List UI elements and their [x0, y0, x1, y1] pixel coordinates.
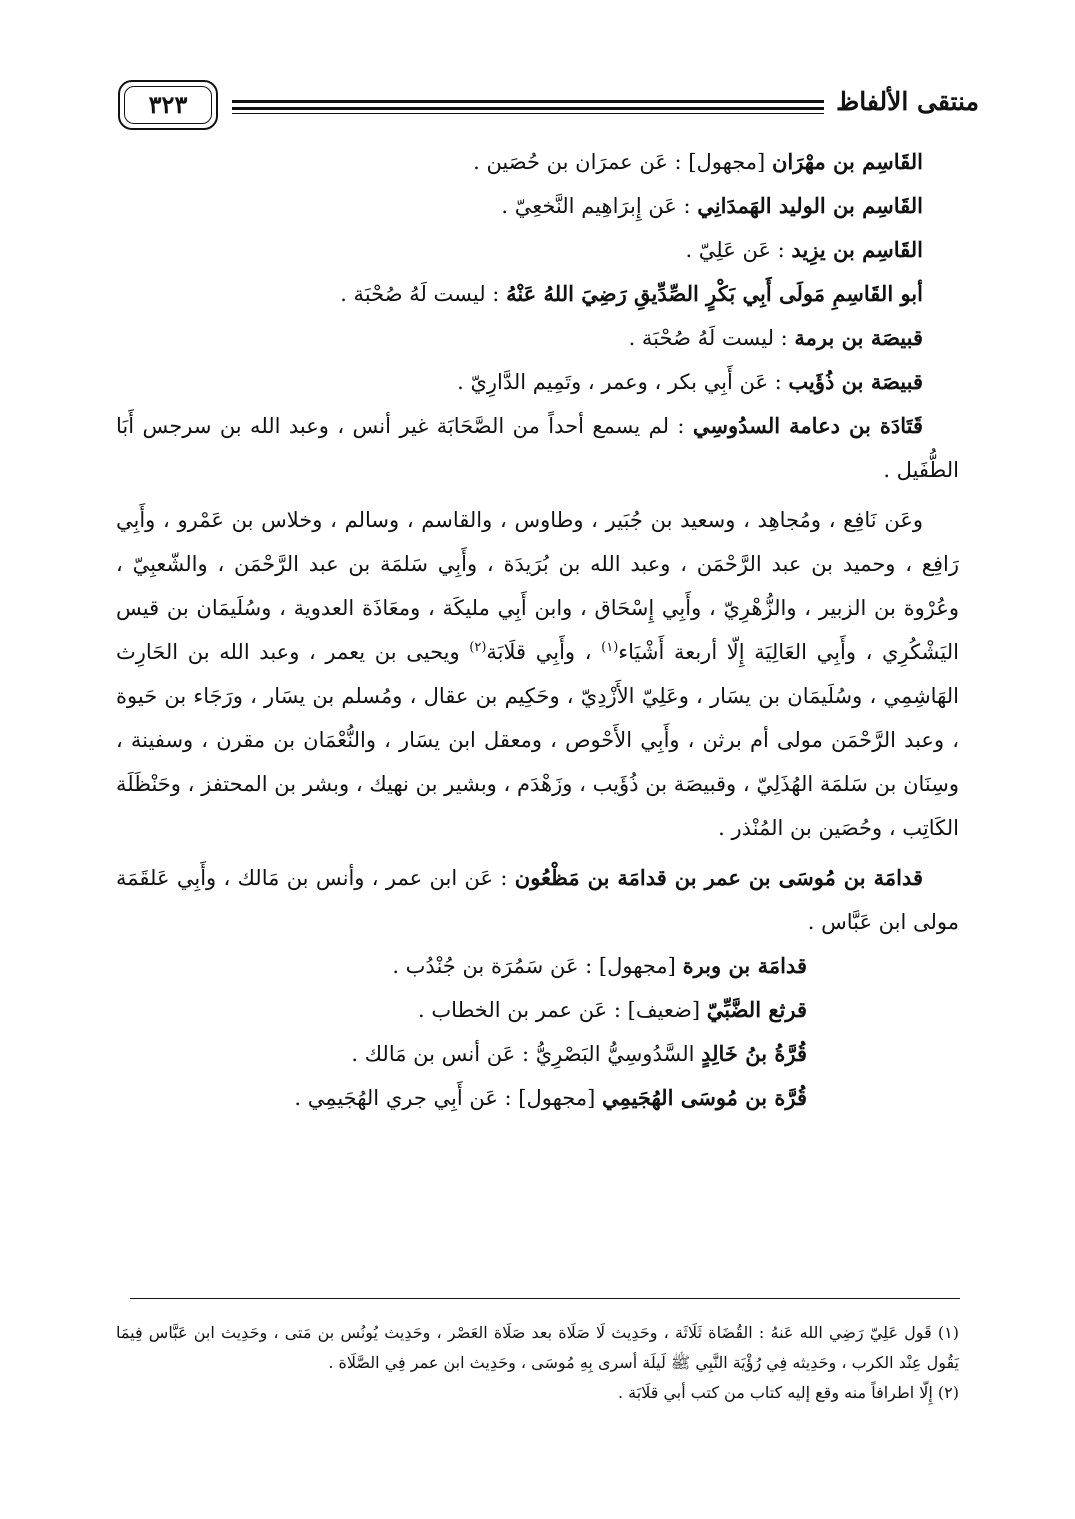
entry-name: قُرَّة بن مُوسَى الهُجَيمِي — [601, 1085, 807, 1110]
entry-name: قُرَّةُ بنُ خَالِدٍ — [701, 1041, 807, 1066]
footnote-number: (٢) — [937, 1383, 959, 1402]
entry-name: أبو القَاسِمِ مَولَى أَبِي بَكْرٍ الصِّدِّيقِ رَضِيَ اللهُ عَنْهُ — [506, 281, 923, 306]
entries-body — [116, 140, 959, 1120]
running-header-title: منتقى الألفاظ — [836, 87, 979, 116]
entry-text: : عَن عَلِيّ . — [685, 238, 792, 262]
page-number-frame — [118, 80, 218, 130]
header-rule — [232, 100, 824, 103]
footnote-number: (١) — [937, 1323, 959, 1342]
entry-name: قدامَة بن وبرة — [682, 953, 807, 978]
entry — [116, 140, 959, 184]
entry — [116, 944, 959, 988]
footnote-ref: (١) — [601, 640, 619, 655]
entry — [116, 316, 959, 360]
entry-name: القَاسِم بن يزِيد — [791, 237, 923, 262]
footnote-ref: (٢) — [469, 640, 487, 655]
footnote-text: قَول عَلِيّ رَضِي الله عَنهُ : القُضَاة ثَلَاثَة ، وحَدِيث لَا صَلَاة بعد صَلَاة العَصْر ، وحَدِيث يُونُس بن مَتى ، وحَدِيث ابن عَبَّاس فِيمَا يَقُول عِنْد الكرب ، وحَدِيثه فِي رُؤْيَة النَّبِي ﷺ لَيلَة أسرى بِهِ مُوسَى ، وحَدِيث ابن عمر فِي الصَّلَاة . — [116, 1323, 959, 1372]
entry-name: قدامَة بن مُوسَى بن عمر بن قدامَة بن مَظْعُون — [514, 865, 923, 890]
entry — [116, 1076, 959, 1120]
entry-text: : لم يسمع أحداً من الصَّحَابَة غير أنس ، وعبد الله بن سرجس أَبَا الطُّفَيل . — [116, 414, 959, 482]
entry — [116, 988, 959, 1032]
entry-text: [ضعيف] : عَن عمر بن الخطاب . — [418, 998, 707, 1022]
entry-qatada — [116, 404, 959, 492]
entry — [116, 184, 959, 228]
entry-text: : عَن أَبِي بكر ، وعمر ، وتَمِيم الدَّارِيّ . — [457, 370, 789, 394]
entry-text: [مجهول] : عَن عمرَان بن حُصَين . — [473, 150, 772, 174]
paragraph-text: ويحيى بن يعمر ، وعبد الله بن الحَارِث الهَاشِمِي ، وسُلَيمَان بن يسَار ، وعَلِيّ الأَزْدِيّ ، وحَكِيم بن عقال ، ومُسلم بن يسَار ، ورَجَاء بن حَيوة ، وعبد الرَّحْمَن مولى أم برثن ، وأَبِي الأَحْوص ، ومعقل ابن يسَار ، والنُّعْمَان بن مقرن ، وسفينة ، وسِنَان بن سَلمَة الهُذَلِيّ ، وقبيصَة بن ذُؤَيب ، وزَهْدَم ، وبشير بن نهيك ، وبشر بن المحتفز ، وحَنْظَلَة الكَاتِب ، وحُصَين بن المُنْذر . — [116, 640, 959, 840]
paragraph-text: ، وأَبِي قلَابَة — [486, 640, 602, 664]
entry-text: : ليست لَهُ صُحْبَة . — [628, 326, 795, 350]
entry — [116, 228, 959, 272]
entry-name: قبيصَة بن برمة — [794, 325, 923, 350]
qatada-teachers-paragraph — [116, 498, 959, 850]
entry-text: السَّدُوسِيُّ البَصْرِيُّ : عَن أنس بن مَالك . — [351, 1042, 702, 1066]
footnote-text: إِلّا اطرافاً منه وقع إليه كتاب من كتب أبي قلَابَة . — [617, 1383, 938, 1402]
page-number: ٣٢٣ — [148, 90, 188, 119]
entry — [116, 1032, 959, 1076]
entry-name: القَاسِم بن مهْرَان — [771, 149, 923, 174]
footnote-separator — [130, 1298, 960, 1299]
footnote — [116, 1378, 959, 1408]
entry-text: : عَن ابن عمر ، وأنس بن مَالك ، وأَبِي عَلقَمَة مولى ابن عَبَّاس . — [116, 866, 959, 934]
entry — [116, 272, 959, 316]
entry-text: : عَن إِبرَاهِيم النَّخعِيّ . — [501, 194, 698, 218]
entry-name: قرثع الضَّبِّيّ — [706, 997, 807, 1022]
entry-name: قبيصَة بن ذُؤَيب — [788, 369, 923, 394]
paragraph-text: وعَن نَافِع ، ومُجاهِد ، وسعيد بن جُبَير ، وطاوس ، والقاسم ، وسالم ، وخلاس بن عَمْرو ، وأَبِي رَافِع ، وحميد بن عبد الرَّحْمَن ، وعبد الله بن بُرَيدَة ، وأَبِي سَلمَة بن عبد الرَّحْمَن ، والشّعبِيّ ، وعُرْوة بن الزبير ، والزُّهْرِيّ ، وأَبِي إِسْحَاق ، وابن أَبِي مليكَة ، ومعَاذَة العدوية ، وسُلَيمَان بن قيس اليَشْكُرِي ، وأَبِي العَالِيَة إِلّا أربعة أَشْيَاء — [116, 508, 959, 664]
header-rule — [232, 113, 824, 114]
footnotes — [116, 1318, 959, 1408]
header-rule — [232, 107, 824, 110]
entry-name: قَتَادَة بن دعامة السدُوسِي — [692, 413, 923, 438]
entry-text: : ليست لَهُ صُحْبَة . — [340, 282, 507, 306]
entry-text: [مجهول] : عَن أَبِي جري الهُجَيمِي . — [294, 1086, 602, 1110]
entry-qudama — [116, 856, 959, 944]
entry-text: [مجهول] : عَن سَمُرَة بن جُنْدُب . — [392, 954, 683, 978]
footnote — [116, 1318, 959, 1378]
entry-name: القَاسِم بن الوليد الهَمدَانِي — [697, 193, 923, 218]
entry — [116, 360, 959, 404]
